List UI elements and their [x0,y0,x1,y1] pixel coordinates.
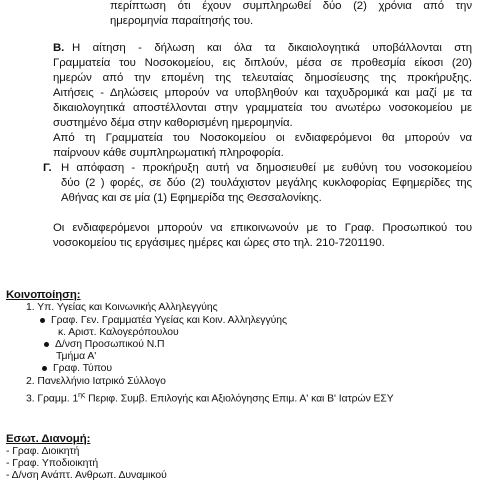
section-b-line-6: συστημένο δέμα στην καθορισμένη ημερομηνία. [53,117,293,129]
notification-item-1a: Γραφ. Γεν. Γραμματέα Υγείας και Κοιν. Αλληλεγγύης [40,315,440,327]
notification-item-1a-name: κ. Αριστ. Καλογερόπουλου [58,327,179,338]
section-b-line-2: Γραμματεία του Νοσοκομείου, εις διπλούν, μέσα σε προθεσμία είκοσι (20) [53,57,472,69]
contact-line-1: Οι ενδιαφερόμενοι μπορούν να επικοινωνούν με το Γραφ. Προσωπικού του [53,222,472,234]
continuation-line-2: ημερομηνία παραίτησής του. [110,15,254,27]
continuation-line-1: περίπτωση ότι έχουν συμπληρωθεί δύο (2) χρόνια από την [110,0,472,12]
notification-heading: Κοινοποίηση: [6,289,81,301]
section-b-line-7: Από τη Γραμματεία του Νοσοκομείου οι ενδιαφερόμενοι θα μπορούν να [53,132,472,144]
contact-line-2: νοσοκομείου τις εργάσιμες ημέρες και ώρες στο τηλ. 210-7201190. [53,237,385,249]
bullet-icon [42,366,47,371]
section-b-line-3: ημερών από την επομένη της τελευταίας δημοσίευσης της προκήρυξης. [53,72,472,84]
section-g-line-2: δύο (2 ) φορές, σε δύο (2) τουλάχιστον μεγάλης κυκλοφορίας Εφημερίδες της [61,177,472,189]
bullet-icon [44,342,49,347]
section-b-line-5: δικαιολογητικά αποστέλλονται στην γραμματεία του ανωτέρω νοσοκομείου με [53,102,472,114]
notification-item-2: 2. Πανελλήνιο Ιατρικό Σύλλογο [26,376,166,387]
notification-item-1c: Γραφ. Τύπου [42,363,422,375]
bullet-icon [40,318,45,323]
internal-item-3: - Δ/νση Ανάπτ. Ανθρωπ. Δυναμικού [6,470,167,480]
section-b-label: Β. [53,42,65,54]
internal-item-2: - Γραφ. Υποδιοικητή [6,458,99,469]
notification-item-1b: Δ/νση Προσωπικού Ν.Π [44,339,424,351]
notification-item-1: 1. Υπ. Υγείας και Κοινωνικής Αλληλεγγύης [26,302,218,313]
notification-item-3: 3. Γραμμ. $1^{\eta\varsigma}$ Περιφ. Συμβ. Επιλογής και Αξιολόγησης Επιμ. Α' και Β' Ιατρών ΕΣΥ [26,392,394,405]
section-g-line-1: Η απόφαση - προκήρυξη αυτή να δημοσιευθεί με ευθύνη του νοσοκομείου [61,162,472,174]
section-g-label: Γ. [43,162,52,174]
section-g-line-3: Αθήνας και σε μία (1) Εφημερίδα της Θεσσαλονίκης. [61,192,322,204]
internal-item-1: - Γραφ. Διοικητή [6,446,80,457]
section-b-line-8: παίρνουν κάθε συμπληρωματική πληροφορία. [53,147,284,159]
section-b-line-1: Η αίτηση - δήλωση και όλα τα δικαιολογητικά υποβάλλονται στη [72,42,472,54]
section-b-line-4: Αιτήσεις - Δηλώσεις μπορούν να υποβληθούν και ταχυδρομικά και μαζί με τα [53,87,472,99]
notification-item-1b-dept: Τμήμα Α' [56,351,97,362]
internal-heading: Εσωτ. Διανομή: [6,433,91,445]
